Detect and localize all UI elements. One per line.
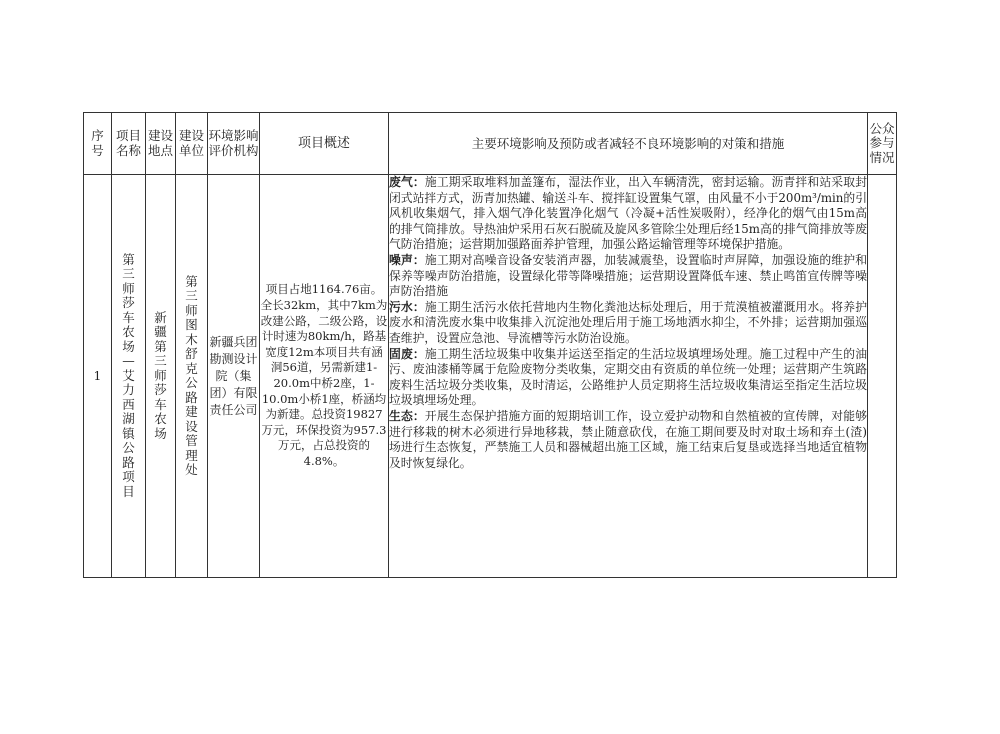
stacked-text-chunk: 第 (122, 251, 135, 267)
row-public (868, 175, 897, 578)
measure-air (389, 175, 867, 253)
stacked-text-chunk: 农 (122, 324, 135, 340)
stacked-text-chunk: 湖 (122, 411, 135, 427)
stacked-text-chunk: 建设 (178, 128, 204, 143)
header-unit (176, 113, 208, 175)
stacked-text-chunk: 公众 (869, 120, 895, 136)
stacked-text-chunk: 建 (185, 404, 198, 419)
row-location (146, 175, 176, 578)
stacked-text-chunk: 情况 (869, 149, 895, 165)
header-project-name-text (112, 113, 145, 174)
header-seq-text (84, 113, 111, 174)
header-location-text (146, 113, 175, 174)
stacked-text-chunk: 场 (154, 425, 167, 441)
measure-waste (389, 347, 867, 409)
stacked-text-chunk: 新 (154, 309, 167, 325)
stacked-text-chunk: 名称 (115, 142, 141, 158)
header-eia-org (208, 113, 260, 175)
header-row (84, 113, 897, 175)
header-summary: 项目概述 (260, 113, 389, 175)
row-project-name (112, 175, 146, 578)
stacked-text-chunk: 木 (185, 331, 198, 347)
measure-ecology-label: 生态： (389, 408, 425, 423)
stacked-text-chunk: 镇 (122, 425, 135, 441)
stacked-text-chunk: 场 (122, 338, 135, 354)
stacked-text-chunk: 公 (185, 375, 198, 390)
stacked-text-chunk: 序 (91, 128, 104, 143)
header-public-text (868, 113, 896, 174)
stacked-text-chunk: 三 (185, 288, 198, 303)
row-eia-org: 新疆兵团勘测设计院（集团）有限责任公司 (208, 175, 260, 578)
header-project-name (112, 113, 146, 175)
measure-noise-text: 施工期对高噪音设备安装消声器，加装减震垫，设置临时声屏障，加强设施的维护和保养等噪声防治措施，设置绿化带等降噪措施；运营期设置降低车速、禁止鸣笛宣传牌等噪声防治措施 (389, 252, 867, 299)
stacked-text-chunk: 力 (122, 382, 135, 398)
stacked-text-chunk: 第 (185, 273, 198, 289)
stacked-text-chunk: 理 (185, 447, 198, 463)
stacked-text-chunk: 路 (122, 454, 135, 470)
stacked-text-chunk: 农 (154, 411, 167, 427)
stacked-text-chunk: 疆 (154, 324, 167, 340)
stacked-text-chunk: 三 (122, 266, 135, 282)
measure-noise (389, 253, 867, 300)
measure-waste-text: 施工期生活垃圾集中收集并运送至指定的生活垃圾填埋场处理。施工过程中产生的油污、废油漆桶等属于危险废物分类收集，定期交由有资质的单位统一处理；运营期产生筑路废料生活垃圾分类收集，及时清运，公路维护人员定期将生活垃圾收集清运至指定生活垃圾垃圾填埋场处理。 (389, 346, 867, 408)
stacked-text-chunk: 莎 (154, 382, 167, 398)
stacked-text-chunk: 参与 (869, 135, 895, 151)
stacked-text-chunk: 单位 (178, 142, 204, 158)
measure-water-label: 污水： (389, 299, 425, 314)
stacked-text-chunk: 师 (122, 280, 135, 296)
header-seq (84, 113, 112, 175)
stacked-text-chunk: 公 (122, 440, 135, 456)
measure-noise-label: 噪声： (389, 252, 425, 267)
stacked-text-chunk: 号 (91, 142, 104, 158)
stacked-text-chunk: 地点 (147, 142, 173, 158)
stacked-text-chunk: 项目 (115, 128, 141, 143)
environmental-table (83, 112, 897, 578)
measure-ecology (389, 409, 867, 471)
measure-air-label: 废气： (389, 175, 425, 189)
stacked-text-chunk: 评价机构 (208, 142, 259, 158)
header-public (868, 113, 897, 175)
header-eia-org-text (208, 113, 259, 174)
stacked-text-chunk: 项 (122, 469, 135, 485)
stacked-text-chunk: 克 (185, 360, 198, 376)
row-location-text (146, 175, 175, 577)
stacked-text-chunk: — (122, 353, 135, 369)
row-unit-text (176, 175, 207, 577)
header-measures: 主要环境影响及预防或者减轻不良环境影响的对策和措施 (389, 113, 868, 175)
stacked-text-chunk: 设 (185, 418, 198, 434)
table-row (84, 175, 897, 578)
stacked-text-chunk: 处 (185, 462, 198, 477)
measure-waste-label: 固废： (389, 346, 425, 361)
stacked-text-chunk: 车 (122, 309, 135, 325)
row-unit (176, 175, 208, 578)
row-project-name-text (112, 175, 145, 577)
header-location (146, 113, 176, 175)
stacked-text-chunk: 管 (185, 433, 198, 448)
stacked-text-chunk: 西 (122, 396, 135, 412)
measure-ecology-text: 开展生态保护措施方面的短期培训工作，设立爱护动物和自然植被的宣传牌，对能够进行移栽的树木必须进行异地移栽，禁止随意砍伐，在施工期间要及时对取土场和弃土(渣)场进行生态恢复，严禁施工人员和器械超出施工区域，施工结束后复垦或选择当地适宜植物及时恢复绿化。 (389, 408, 867, 470)
stacked-text-chunk: 路 (185, 389, 198, 405)
row-measures (389, 175, 868, 578)
stacked-text-chunk: 目 (122, 483, 135, 499)
stacked-text-chunk: 艾 (122, 367, 135, 383)
stacked-text-chunk: 建设 (147, 128, 173, 143)
row-seq: 1 (84, 175, 112, 578)
stacked-text-chunk: 师 (185, 302, 198, 318)
stacked-text-chunk: 舒 (185, 346, 198, 361)
stacked-text-chunk: 三 (154, 353, 167, 369)
stacked-text-chunk: 车 (154, 396, 167, 412)
stacked-text-chunk: 图 (185, 317, 198, 332)
header-unit-text (176, 113, 207, 174)
measure-water-text: 施工期生活污水依托营地内生物化粪池达标处理后，用于荒漠植被灌溉用水。将养护废水和清洗废水集中收集排入沉淀池处理后用于施工场地洒水抑尘，不外排；运营期加强巡查维护，设置应急池、导流槽等污水防治设施。 (389, 299, 867, 345)
stacked-text-chunk: 师 (154, 367, 167, 383)
stacked-text-chunk: 莎 (122, 295, 135, 311)
stacked-text-chunk: 环境影响 (208, 128, 259, 143)
measure-water (389, 300, 867, 347)
measure-air-text: 施工期采取堆料加盖篷布，湿法作业，出入车辆清洗，密封运输。沥青拌和站采取封闭式站拌方式，沥青加热罐、输送斗车、搅拌缸设置集气罩，由风量不小于200m³/min的引风机收集烟气，排入烟气净化装置净化烟气（冷凝+活性炭吸附），经净化的烟气由15m高的排气筒排放。导热油炉采用石灰石脱硫及旋风多管除尘处理后经15m高的排气筒排放等废气防治措施；运营期加强路面养护管理，加强公路运输管理等环境保护措施。 (389, 175, 867, 252)
stacked-text-chunk: 第 (154, 338, 167, 354)
row-summary: 项目占地1164.76亩。全长32km，其中7km为改建公路，二级公路，设计时速为80km/h，路基宽度12m本项目共有涵洞56道，另需新建1-20.0m中桥2座，1-10.0m小桥1座，桥涵均为新建。总投资19827万元，环保投资为957.3万元，占总投资的4.8%。 (260, 175, 389, 578)
